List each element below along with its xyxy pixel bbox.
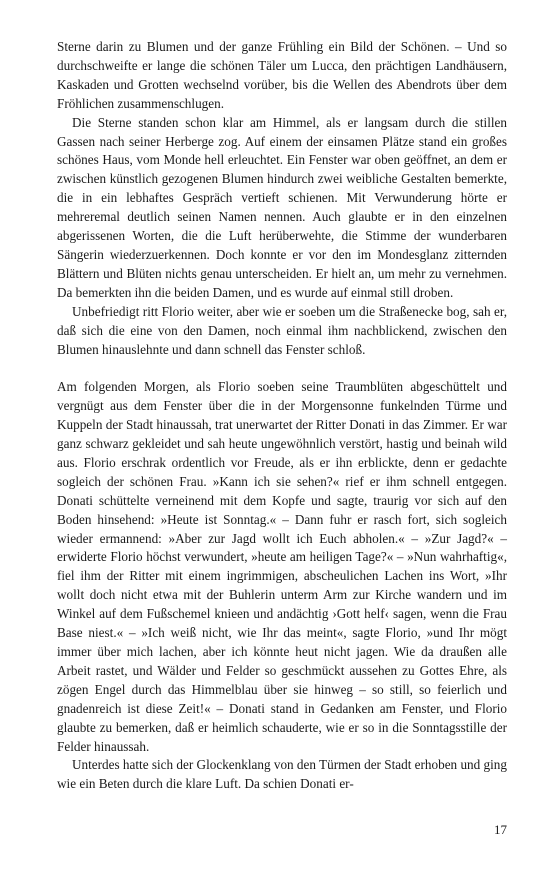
paragraph: Am folgenden Morgen, als Florio soeben seine Traumblüten abgeschüttelt und vergnügt aus dem Fenster über die in der Morgensonne funkelnden Türme und Kuppeln der Stadt hinaussah, trat unerwartet der Ritter Donati in das Zimmer. Er war ganz schwarz gekleidet und sah heute ungewöhnlich verstört, hastig und beinah wild aus. Florio erschrak ordentlich vor Freude, als er ihn erblickte, denn er gedachte sogleich der schönen Frau. »Kann ich sie sehen?« rief er ihm schnell entgegen. Donati schüttelte verneinend mit dem Kopfe und sagte, traurig vor sich auf den Boden hinsehend: »Heute ist Sonntag.« – Dann fuhr er rasch fort, sich sogleich wieder ermannend: »Aber zur Jagd wollt ich Euch abholen.« – »Zur Jagd?« – erwiderte Florio höchst verwundert, »heute am heiligen Tage?« – »Nun wahrhaftig«, fiel ihm der Ritter mit einem ingrimmigen, abscheulichen Lachen ins Wort, »Ihr wollt doch nicht etwa mit der Buhlerin unterm Arm zur Kirche wandern und im Winkel auf dem Fußschemel knieen und andächtig ›Gott helf‹ sagen, wenn die Frau Base niest.« – »Ich weiß nicht, wie Ihr das meint«, sagte Florio, »und Ihr mögt immer über mich lachen, aber ich könnte heut nicht jagen. Wie da draußen alle Arbeit rastet, und Wälder und Felder so geschmückt aussehen zu Gottes Ehre, als zögen Engel durch das Himmelblau über sie hinweg – so still, so feierlich und gnadenreich ist diese Zeit!« – Donati stand in Gedanken am Fenster, und Florio glaubte zu bemerken, daß er heimlich schauderte, wie er so in die Sonntagsstille der Felder hinaussah.	[57, 379, 507, 754]
body-text	[57, 38, 507, 794]
paragraph: Sterne darin zu Blumen und der ganze Frühling ein Bild der Schönen. – Und so durchschweifte er lange die schönen Täler um Lucca, den prächtigen Landhäusern, Kaskaden und Grotten wechselnd vorüber, bis die Wellen des Abendrots über dem Fröhlichen zusammenschlugen.	[57, 39, 507, 111]
paragraph: Unbefriedigt ritt Florio weiter, aber wie er soeben um die Straßenecke bog, sah er, daß sich die eine von den Damen, noch einmal ihm nachblickend, zwischen den Blumen hinauslehnte und dann schnell das Fenster schloß.	[57, 303, 507, 357]
paragraph: Die Sterne standen schon klar am Himmel, als er langsam durch die stillen Gassen nach seiner Herberge zog. Auf einem der einsamen Plätze stand ein großes schönes Haus, vom Monde hell erleuchtet. Ein Fenster war oben geöffnet, an dem er zwischen künstlich gezogenen Blumen hindurch zwei weibliche Gestalten bemerkte, die in ein lebhaftes Gespräch vertieft schienen. Mit Verwunderung hörte er mehreremal deutlich seinen Namen nennen. Auch glaubte er in den einzelnen abgerissenen Worten, die die Luft herüberwehte, die Stimme der wunderbaren Sängerin wiederzuerkennen. Doch konnte er vor den im Mondesglanz zitternden Blättern und Blüten nichts genau unterscheiden. Er hielt an, um mehr zu vernehmen. Da bemerkten ihn die beiden Damen, und es wurde auf einmal still droben.	[57, 114, 507, 300]
paragraph: Unterdes hatte sich der Glockenklang von den Türmen der Stadt erhoben und ging wie ein Beten durch die klare Luft. Da schien Donati er-	[57, 757, 507, 792]
page-number: 17	[494, 822, 507, 837]
section-break	[57, 359, 507, 378]
